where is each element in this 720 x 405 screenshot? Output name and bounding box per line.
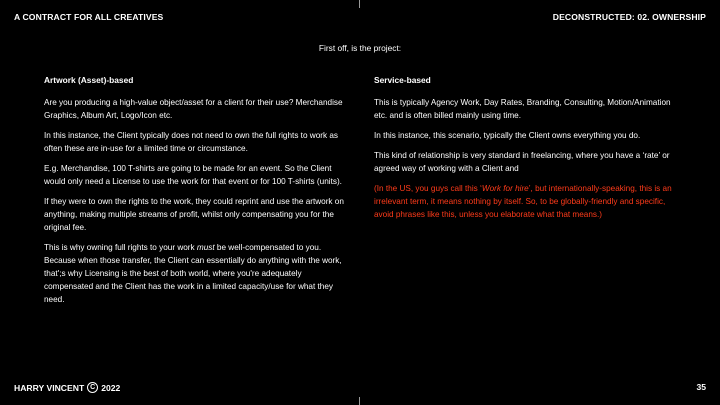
- left-paragraph-5: [44, 241, 344, 306]
- right-paragraph-2: In this instance, this scenario, typically the Client owns everything you do.: [374, 131, 641, 140]
- left-paragraph-5-emphasis: must: [196, 243, 215, 252]
- footer-credit: [14, 382, 120, 393]
- left-paragraph-5-end: be well-compensated to you. Because when those transfer, the Client can essentially do anything with the work, that';s why Licensing is the best of both world, where you're adequately compensated and the Client has the work in a limited capacity/use for what they need.: [44, 243, 342, 304]
- left-paragraph-2: In this instance, the Client typically does not need to own the full rights to work as often these are in-use for a limited time or circumstance.: [44, 131, 338, 153]
- left-paragraph-1: Are you producing a high-value object/asset for a client for their use? Merchandise Graphics, Album Art, Logo/Icon etc.: [44, 98, 343, 120]
- footer-author: HARRY VINCENT: [14, 382, 85, 393]
- left-paragraph-4: If they were to own the rights to the work, they could reprint and use the artwork on anything, making multiple streams of profit, whilst only compensating you for the original fee.: [44, 197, 344, 232]
- header-section: DECONSTRUCTED: 02. OWNERSHIP: [552, 12, 706, 22]
- left-paragraph-3: E.g. Merchandise, 100 T-shirts are going to be made for an event. So the Client would only need a License to use the work for that event or for 100 T-shirts (units).: [44, 164, 342, 186]
- right-column: [374, 74, 674, 228]
- footer-year: 2022: [101, 382, 121, 393]
- intro-text: First off, is the project:: [318, 43, 402, 53]
- right-paragraph-1: This is typically Agency Work, Day Rates, Branding, Consulting, Motion/Animation etc. and is often billed mainly using time.: [374, 98, 671, 120]
- right-note-emphasis: Work for hire: [481, 184, 529, 193]
- right-column-heading: Service-based: [374, 75, 431, 85]
- header-title: A CONTRACT FOR ALL CREATIVES: [14, 12, 164, 22]
- bottom-center-tick: [359, 397, 360, 405]
- right-note-end: ’, but internationally-speaking, this is an irrelevant term, it means nothing by itself. So, to be globally-friendly and specific, avoid phrases like this, unless you elaborate what that means.): [374, 184, 672, 219]
- right-paragraph-3: This kind of relationship is very standard in freelancing, where you have a ‘rate’ or agreed way of working with a Client and: [374, 151, 670, 173]
- copyright-icon: C: [87, 382, 98, 393]
- left-column-heading: Artwork (Asset)-based: [44, 75, 134, 85]
- left-paragraph-5-start: This is why owning full rights to your work: [44, 243, 197, 252]
- right-note: [374, 182, 674, 221]
- top-center-tick: [359, 0, 360, 8]
- right-note-start: (In the US, you guys call this ‘: [374, 184, 482, 193]
- page-number: 35: [696, 382, 706, 392]
- left-column: [44, 74, 344, 313]
